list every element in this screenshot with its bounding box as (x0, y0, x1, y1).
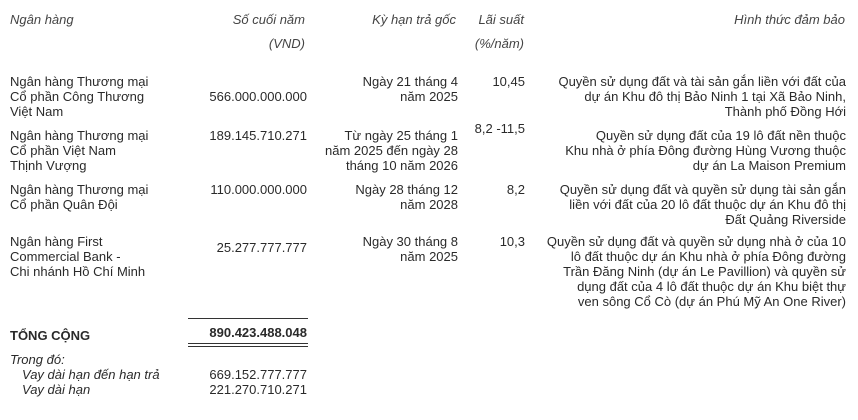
row-4-rate: 10,3 (499, 234, 525, 249)
header-rate: Lãi suất (478, 12, 524, 27)
total-amount: 890.423.488.048 (209, 325, 307, 340)
row-4-amount: 25.277.777.777 (216, 240, 307, 255)
row-3-rate: 8,2 (506, 182, 525, 197)
row-4-term: Ngày 30 tháng 8 năm 2025 (362, 234, 458, 264)
total-label: TỔNG CỘNG (10, 328, 91, 343)
breakdown-item-1-label: Vay dài hạn đến hạn trả (22, 367, 160, 382)
total-rule-top (188, 318, 308, 319)
row-2-amount: 189.145.710.271 (209, 128, 307, 143)
row-1-rate: 10,45 (492, 74, 525, 89)
breakdown-item-2-label: Vay dài hạn (22, 382, 91, 397)
row-4-bank: Ngân hàng First Commercial Bank - Chi nhánh Hồ Chí Minh (10, 234, 146, 279)
row-2-collateral: Quyền sử dụng đất của 19 lô đất nền thuộc Khu nhà ở phía Đông đường Hùng Vương thuộc dự án La Maison Premium (565, 128, 846, 173)
breakdown-item-1-amount: 669.152.777.777 (209, 367, 307, 382)
header-collateral: Hình thức đảm bảo (734, 12, 845, 27)
header-term: Kỳ hạn trả gốc (372, 12, 456, 27)
row-1-collateral: Quyền sử dụng đất và tài sản gắn liền với đất của dự án Khu đô thị Bảo Ninh 1 tại Xã Bảo Ninh, Thành phố Đồng Hới (558, 74, 846, 119)
row-2-term: Từ ngày 25 tháng 1 năm 2025 đến ngày 28 tháng 10 năm 2026 (325, 128, 458, 173)
row-4-collateral: Quyền sử dụng đất và quyền sử dụng nhà ở của 10 lô đất thuộc dự án Khu nhà ở phía Đông đường Trần Đăng Ninh (dự án Le Pavillion) và quyền sử dụng đất của 4 lô đất thuộc dự án Khu biệt thự ven sông Cổ Cò (dự án Phú Mỹ An One River) (546, 234, 846, 309)
row-3-amount: 110.000.000.000 (210, 182, 307, 197)
header-amount: Số cuối năm (232, 12, 305, 27)
row-1-amount: 566.000.000.000 (209, 89, 307, 104)
row-3-collateral: Quyền sử dụng đất và quyền sử dụng tài sản gắn liền với đất của 20 lô đất thuộc dự án Khu đô thị Đất Quảng Riverside (559, 182, 846, 227)
total-rule-bottom-1 (188, 343, 308, 344)
row-3-term: Ngày 28 tháng 12 năm 2028 (355, 182, 458, 212)
header-amount-unit: (VND) (268, 36, 305, 51)
total-rule-bottom-2 (188, 346, 308, 347)
row-1-term: Ngày 21 tháng 4 năm 2025 (362, 74, 458, 104)
header-bank: Ngân hàng (10, 12, 74, 27)
row-2-bank: Ngân hàng Thương mại Cổ phần Việt Nam Thịnh Vượng (10, 128, 149, 173)
header-rate-unit: (%/năm) (474, 36, 524, 51)
breakdown-label: Trong đó: (10, 352, 65, 367)
row-2-rate: 8,2 -11,5 (474, 121, 525, 136)
row-1-bank: Ngân hàng Thương mại Cổ phần Công Thương Việt Nam (10, 74, 149, 119)
row-3-bank: Ngân hàng Thương mại Cổ phần Quân Đội (10, 182, 149, 212)
breakdown-item-2-amount: 221.270.710.271 (209, 382, 307, 397)
